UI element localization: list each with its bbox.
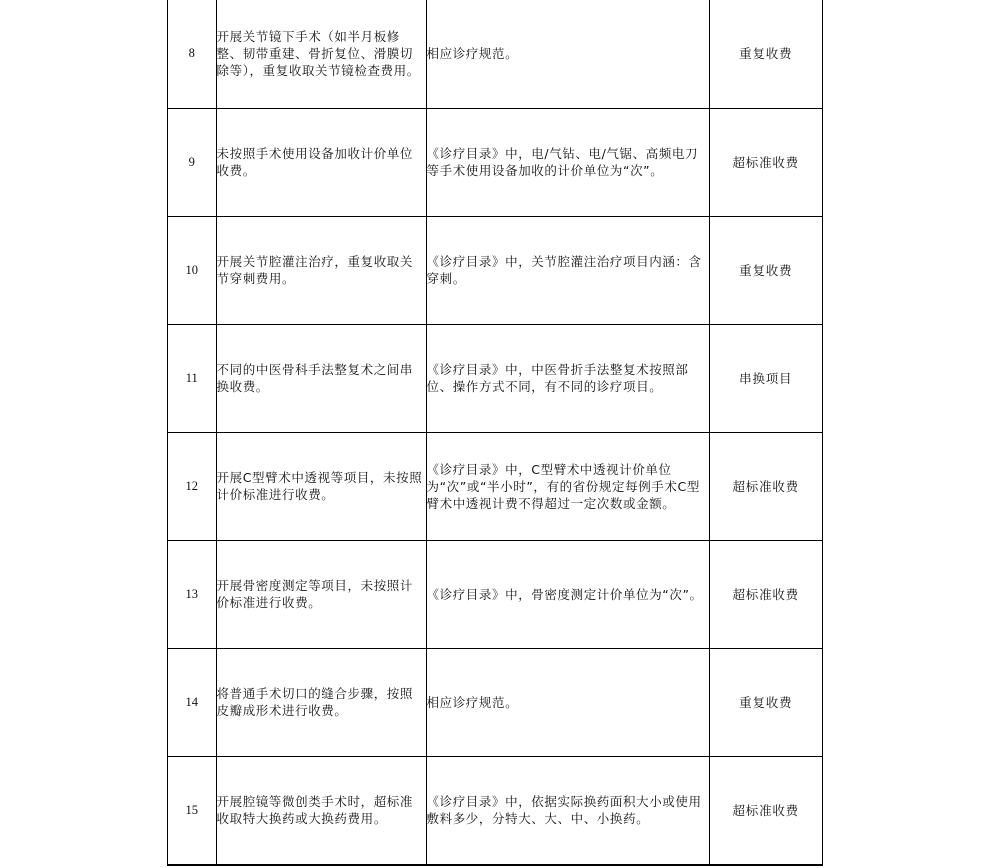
row-number: 8 xyxy=(168,0,216,108)
document-page xyxy=(167,0,823,866)
table-row xyxy=(168,756,822,864)
regulation-basis: 《诊疗目录》中，C型臂术中透视计价单位为“次”或“半小时”，有的省份规定每例手术C型臂术中透视计费不得超过一定次数或金额。 xyxy=(426,432,709,540)
issue-description: 开展腔镜等微创类手术时，超标准收取特大换药或大换药费用。 xyxy=(216,756,426,864)
issue-description: 开展关节腔灌注治疗，重复收取关节穿刺费用。 xyxy=(216,216,426,324)
table-row xyxy=(168,0,822,108)
row-number: 15 xyxy=(168,756,216,864)
row-number: 14 xyxy=(168,648,216,756)
regulation-basis: 《诊疗目录》中，中医骨折手法整复术按照部位、操作方式不同，有不同的诊疗项目。 xyxy=(426,324,709,432)
row-number: 10 xyxy=(168,216,216,324)
row-number: 9 xyxy=(168,108,216,216)
row-number: 11 xyxy=(168,324,216,432)
row-number: 12 xyxy=(168,432,216,540)
regulation-basis: 《诊疗目录》中，电/气钻、电/气锯、高频电刀等手术使用设备加收的计价单位为“次”。 xyxy=(426,108,709,216)
violation-type: 超标准收费 xyxy=(709,108,822,216)
regulation-basis: 相应诊疗规范。 xyxy=(426,0,709,108)
table-row xyxy=(168,324,822,432)
issues-table xyxy=(168,0,822,865)
table-row xyxy=(168,216,822,324)
regulation-basis: 《诊疗目录》中，依据实际换药面积大小或使用敷料多少，分特大、大、中、小换药。 xyxy=(426,756,709,864)
row-number: 13 xyxy=(168,540,216,648)
violation-type: 超标准收费 xyxy=(709,756,822,864)
issue-description: 将普通手术切口的缝合步骤，按照皮瓣成形术进行收费。 xyxy=(216,648,426,756)
violation-type: 重复收费 xyxy=(709,648,822,756)
violation-type: 重复收费 xyxy=(709,216,822,324)
issue-description: 不同的中医骨科手法整复术之间串换收费。 xyxy=(216,324,426,432)
violation-type: 超标准收费 xyxy=(709,432,822,540)
issue-description: 开展C型臂术中透视等项目，未按照计价标准进行收费。 xyxy=(216,432,426,540)
violation-type: 串换项目 xyxy=(709,324,822,432)
table-row xyxy=(168,648,822,756)
issue-description: 开展骨密度测定等项目，未按照计价标准进行收费。 xyxy=(216,540,426,648)
table-row xyxy=(168,540,822,648)
table-row xyxy=(168,108,822,216)
regulation-basis: 《诊疗目录》中，关节腔灌注治疗项目内涵：含穿刺。 xyxy=(426,216,709,324)
table-row xyxy=(168,432,822,540)
violation-type: 重复收费 xyxy=(709,0,822,108)
regulation-basis: 《诊疗目录》中，骨密度测定计价单位为“次”。 xyxy=(426,540,709,648)
regulation-basis: 相应诊疗规范。 xyxy=(426,648,709,756)
violation-type: 超标准收费 xyxy=(709,540,822,648)
issue-description: 开展关节镜下手术（如半月板修整、韧带重建、骨折复位、滑膜切除等），重复收取关节镜检查费用。 xyxy=(216,0,426,108)
issue-description: 未按照手术使用设备加收计价单位收费。 xyxy=(216,108,426,216)
